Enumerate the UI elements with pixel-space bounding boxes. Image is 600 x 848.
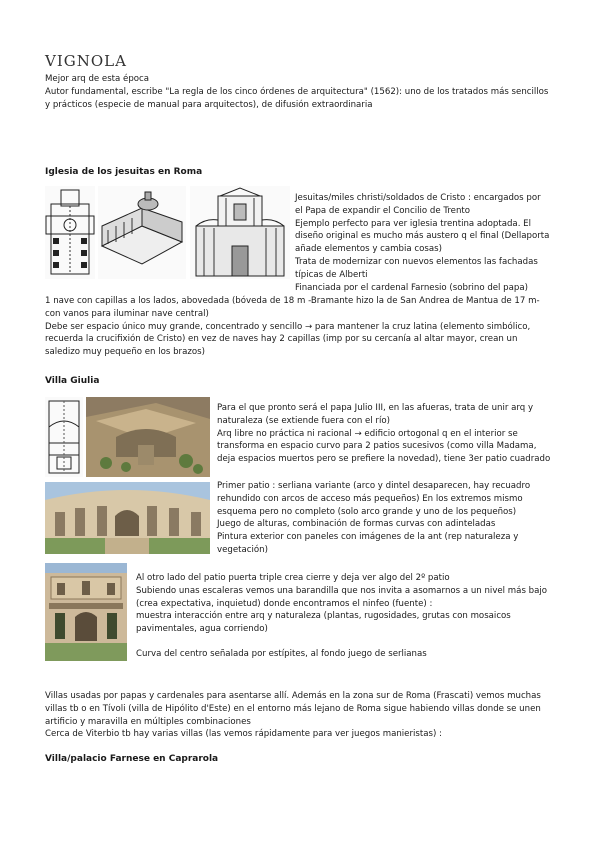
- text-line: Debe ser espacio único muy grande, concentrado y sencillo → para mantener la cruz latina (elemento simbólico,: [45, 321, 531, 332]
- text-line: artificio y maravilla en múltiples combinaciones: [45, 716, 251, 727]
- villa-text-block-3: [136, 572, 547, 636]
- text-line: Arq libre no práctica ni racional → edificio ortogonal q en el interior se: [217, 428, 518, 439]
- text-line: deja espacios muertos pero se prefiere la novedad), tiene 3er patio cuadrado: [217, 454, 551, 465]
- text-line: 1 nave con capillas a los lados, abovedada (bóveda de 18 m -Bramante hizo la de San Andrea de Mantua de 17 m-: [45, 296, 540, 306]
- text-line: pavimentales, agua corriendo): [136, 624, 268, 635]
- iglesia-body-text: [45, 295, 540, 359]
- intro-line: Mejor arq de esta época: [45, 74, 150, 84]
- text-line: diseño original es mucho más austero q el final (Dellaporta: [295, 231, 550, 242]
- text-line: saledizo muy pequeño en los brazos): [45, 347, 205, 358]
- villa-nymphaeum-photo: [45, 563, 127, 661]
- text-line: rehundido con arcos de acceso más pequeños) En los extremos mismo: [217, 493, 523, 504]
- text-line: Pintura exterior con paneles con imágenes de la ant (rep naturaleza y: [217, 532, 519, 543]
- text-line: villas tb o en Tívoli (villa de Hipólito d'Este) en el entorno más lejano de Roma sigue habiendo villas donde se unen: [45, 703, 541, 714]
- text-line: añade elementos y cambia cosas): [295, 244, 442, 255]
- villa-model-photo: [86, 397, 210, 477]
- text-line: Para el que pronto será el papa Julio III, en las afueras, trata de unir arq y: [217, 403, 534, 413]
- text-line: Villas usadas por papas y cardenales para asentarse allí. Además en la zona sur de Roma (Frascati) vemos muchas: [45, 691, 541, 701]
- text-line: recuerda la crucifixión de Cristo) en vez de naves hay 2 capillas (imp por su cercanía al altar mayor, crean un: [45, 334, 518, 345]
- text-line: Cerca de Viterbio tb hay varias villas (las vemos rápidamente para ver juegos manieristas) :: [45, 729, 442, 740]
- text-line: naturaleza (se extiende fuera con el río): [217, 415, 390, 426]
- page-title: VIGNOLA: [45, 52, 127, 70]
- intro-line: y prácticos (especie de manual para arquitectos), de difusión extraordinaria: [45, 99, 373, 110]
- text-line: Jesuitas/miles christi/soldados de Cristo : encargados por: [295, 193, 541, 203]
- section-heading-villa-giulia: Villa Giulia: [45, 376, 100, 386]
- text-line: Financiada por el cardenal Farnesio (sobrino del papa): [295, 282, 528, 293]
- text-line: con vanos para iluminar nave central): [45, 308, 209, 319]
- text-line: muestra interacción entre arq y naturaleza (plantas, rugosidades, grutas con mosaicos: [136, 611, 511, 622]
- church-plan-image: [45, 186, 95, 279]
- intro-line: Autor fundamental, escribe "La regla de los cinco órdenes de arquitectura" (1562): uno de los tratados más sencillos: [45, 86, 549, 97]
- intro-text: [45, 73, 548, 111]
- text-line: Juego de alturas, combinación de formas curvas con adinteladas: [217, 519, 496, 530]
- text-line: Al otro lado del patio puerta triple crea cierre y deja ver algo del 2º patio: [136, 573, 450, 583]
- text-line: vegetación): [217, 544, 268, 555]
- section-heading-villa-farnese: Villa/palacio Farnese en Caprarola: [45, 754, 219, 764]
- villa-courtyard-photo: [45, 482, 210, 554]
- villa-text-last: Curva del centro señalada por estípites, al fondo juego de serlianas: [136, 649, 427, 659]
- villa-text-block-2: [217, 480, 530, 557]
- text-line: Ejemplo perfecto para ver iglesia trentina adoptada. El: [295, 218, 531, 229]
- text-line: (crea expectativa, inquietud) donde encontramos el ninfeo (fuente) :: [136, 598, 433, 609]
- church-axonometric-image: [98, 186, 186, 279]
- villa-plan-image: [45, 397, 83, 477]
- villas-text: [45, 690, 541, 741]
- iglesia-side-text: [295, 192, 549, 294]
- villa-text-block-1: [217, 402, 550, 466]
- text-line: el Papa de expandir el Concilio de Trento: [295, 205, 471, 216]
- text-line: Subiendo unas escaleras vemos una barandilla que nos invita a asomarnos a un nivel más bajo: [136, 585, 548, 596]
- text-line: típicas de Alberti: [295, 269, 368, 280]
- text-line: Trata de modernizar con nuevos elementos las fachadas: [295, 256, 538, 267]
- section-heading-iglesia: Iglesia de los jesuitas en Roma: [45, 167, 203, 177]
- text-line: transforma en espacio curvo para 2 patios sucesivos (como villa Madama,: [217, 441, 537, 452]
- text-line: esquema pero no completo (solo arco grande y uno de los pequeños): [217, 506, 517, 517]
- text-line: Primer patio : serliana variante (arco y dintel desaparecen, hay recuadro: [217, 481, 531, 491]
- church-facade-image: [190, 186, 290, 279]
